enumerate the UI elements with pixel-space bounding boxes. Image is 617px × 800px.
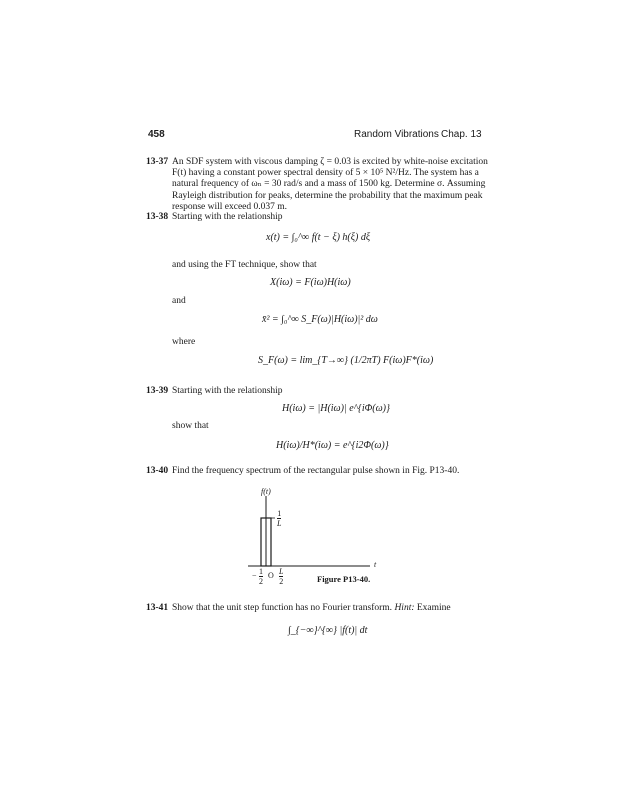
height-label	[277, 509, 281, 528]
y-axis-label: f(t)	[261, 487, 271, 496]
problem-13-37-text	[172, 157, 490, 213]
problem-13-38-where: where	[172, 337, 196, 347]
equation-polar-form: H(iω) = |H(iω)| e^{iΦ(ω)}	[282, 403, 390, 414]
problem-13-37-line: natural frequency of ωₙ = 30 rad/s and a mass of 1500 kg. Determine σ. Assuming	[172, 179, 486, 190]
equation-spectral-density: S_F(ω) = lim_{T→∞} (1/2πT) F(iω)F*(iω)	[258, 355, 434, 366]
problem-number-13-39: 13-39	[146, 386, 169, 396]
right-tick-numerator: L	[279, 567, 284, 576]
equation-absolute-integral: ∫_{−∞}^{∞} |f(t)| dt	[288, 625, 368, 636]
problem-13-38-intro: Starting with the relationship	[172, 212, 283, 222]
problem-13-39-intro: Starting with the relationship	[172, 386, 283, 396]
problem-13-41-text	[172, 603, 451, 613]
problem-13-37-line: Rayleigh distribution for peaks, determine the probability that the maximum peak	[172, 190, 483, 201]
problem-number-13-41: 13-41	[146, 603, 169, 613]
problem-13-39-mid: show that	[172, 421, 209, 431]
problem-13-38-mid: and using the FT technique, show that	[172, 260, 317, 270]
right-tick-label	[279, 567, 283, 586]
figure-caption: Figure P13-40.	[317, 574, 371, 584]
chapter-label: Chap. 13	[441, 129, 482, 140]
problem-13-37-line: response will exceed 0.037 m.	[172, 201, 288, 212]
problem-13-41-text-a: Show that the unit step function has no Fourier transform.	[172, 603, 393, 613]
height-label-numerator: 1	[277, 509, 282, 518]
equation-phase-ratio: H(iω)/H*(iω) = e^{i2Φ(ω)}	[276, 440, 389, 451]
hint-label: Hint:	[394, 603, 415, 613]
left-tick-denominator: 2	[259, 577, 263, 586]
problem-13-40-text: Find the frequency spectrum of the rectangular pulse shown in Fig. P13-40.	[172, 466, 460, 476]
problem-number-13-40: 13-40	[146, 466, 169, 476]
left-tick-label	[259, 567, 263, 586]
left-tick-numerator: 1	[259, 567, 263, 576]
height-label-denominator: L	[277, 519, 282, 528]
problem-13-37-line: An SDF system with viscous damping ζ = 0.03 is excited by white-noise excitation	[172, 157, 488, 167]
equation-ft-product: X(iω) = F(iω)H(iω)	[270, 277, 351, 288]
problem-13-37-line: F(t) having a constant power spectral density of 5 × 10⁵ N²/Hz. The system has a	[172, 168, 479, 179]
page-number: 458	[148, 129, 165, 140]
running-title: Random Vibrations	[354, 129, 439, 140]
equation-mean-square: x̄² = ∫₀^∞ S_F(ω)|H(iω)|² dω	[262, 314, 378, 325]
left-tick-sign: −	[252, 571, 257, 580]
problem-number-13-38: 13-38	[146, 212, 169, 222]
right-tick-denominator: 2	[279, 577, 284, 586]
problem-13-38-and: and	[172, 296, 186, 306]
x-axis-label: t	[374, 560, 377, 569]
problem-number-13-37: 13-37	[146, 157, 169, 167]
equation-convolution: x(t) = ∫₀^∞ f(t − ξ) h(ξ) dξ	[266, 232, 371, 243]
problem-13-41-text-b: Examine	[416, 603, 451, 613]
origin-label: O	[268, 571, 274, 580]
